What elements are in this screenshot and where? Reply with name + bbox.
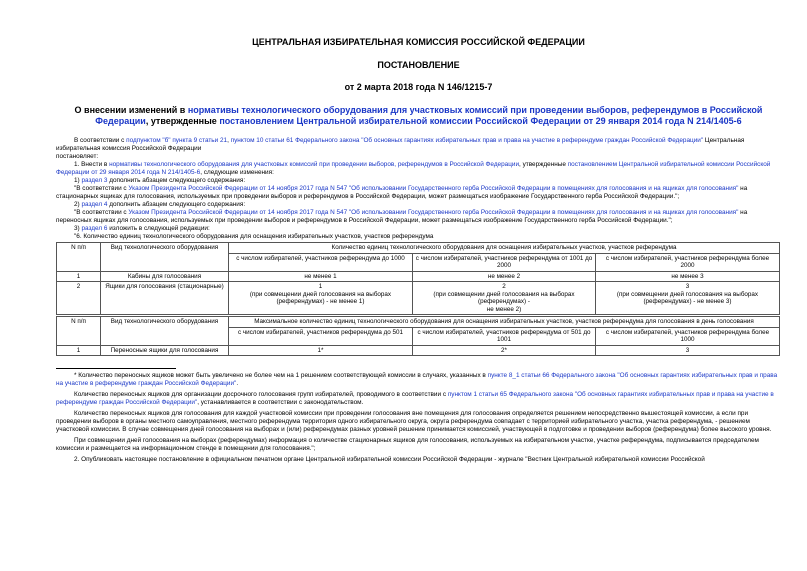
- sub-col: с числом избирателей, участников референдума до 1000: [229, 253, 413, 271]
- link-section-4[interactable]: раздел 4: [81, 201, 108, 208]
- table-row: 1 Переносные ящики для голосования 1* 2* 3: [57, 345, 780, 356]
- item-1: 1. Внести в нормативы технологического оборудования для участковых комиссий при проведении выборов, референдумов в Российской Федерации, утвержденные постановлением Центральной избирательной комиссии Российской Федерации от 29 января 2014 года N 214/1405-6, следующие изменения:: [56, 161, 771, 176]
- col-group: Максимальное количество единиц технологического оборудования для оснащения избирательных участков, участков референдума для голосования в день голосования: [229, 317, 780, 328]
- doc-title: О внесении изменений в нормативы технологического оборудования для участковых комиссий при проведении выборов, референдумов в Российской Федерации, утвержденные постановлением Центральной избирательной комиссии Российской Федерации от 29 января 2014 года N 214/1405-6: [74, 105, 763, 126]
- footnote: * Количество переносных ящиков может быть увеличено не более чем на 1 решением соответствующей комиссии в случаях, указанных в пункте 8_1 статьи 66 Федерального закона "Об основных гарантиях избирательных прав и права на участие в референдуме граждан Российской Федерации".: [56, 372, 778, 387]
- doc-type: ПОСТАНОВЛЕНИЕ: [377, 60, 460, 70]
- sub-col: с числом избирателей, участников референдума от 1001 до 2000: [413, 253, 596, 271]
- title-link-resolution[interactable]: постановлением Центральной избирательной комиссии Российской Федерации от 29 января 2014 года N 214/1405-6: [219, 116, 742, 126]
- sub-item-2: 2) раздел 4 дополнить абзацем следующего содержания:: [74, 201, 246, 208]
- para-publish: 2. Опубликовать настоящее постановление в официальном печатном органе Центральной избирательной комиссии Российской Федерации - журнале "Вестник Центральной избирательной комиссии Российской: [74, 456, 705, 463]
- table-row: 2 Ящики для голосования (стационарные) 1 (при совмещении дней голосования на выборах (референдумах) - не менее 1) 2 (при совмещении дней голосования на выборах (референдумах) - не менее 2) 3 (при совмещении дней голосования на выборах (референдумах) - не менее 3): [57, 282, 780, 315]
- table-row: 1 Кабины для голосования не менее 1 не менее 2 не менее 3: [57, 271, 780, 282]
- footnote-divider: [56, 368, 176, 369]
- link-section-3[interactable]: раздел 3: [81, 177, 108, 184]
- section-6-heading: "6. Количество единиц технологического оборудования для оснащения избирательных участков, участков референдума: [74, 233, 434, 240]
- title-link-norms[interactable]: нормативы технологического оборудования для участковых комиссий при проведении выборов, референдумов в Российской Федерации: [95, 105, 763, 126]
- doc-date-number: от 2 марта 2018 года N 146/1215-7: [344, 82, 493, 92]
- intro-paragraph: В соответствии с подпунктом "б" пункта 9 статьи 21, пунктом 10 статьи 61 Федерального закона "Об основных гарантиях избирательных прав и права на участие в референдуме граждан Российской Федерации" Центральная избирательная комиссия Российской Федерации: [56, 137, 745, 152]
- sub-item-1-quote: "В соответствии с Указом Президента Российской Федерации от 14 ноября 2017 года N 547 "Об использовании Государственного герба Российской Федерации в помещениях для голосования и на ящиках для голосования" на стационарных ящиках для голосования, используемых при проведении выборов и референдумов в Российской Федерации, может размещаться изображение Государственного герба Российской Федерации.";: [56, 185, 748, 200]
- sub-item-3: 3) раздел 6 изложить в следующей редакции:: [74, 225, 210, 232]
- link-section-6[interactable]: раздел 6: [81, 225, 108, 232]
- doc-body: [56, 137, 781, 464]
- sub-col: с числом избирателей, участников референдума более 2000: [596, 253, 780, 271]
- link-decree-547[interactable]: Указом Президента Российской Федерации от 14 ноября 2017 года N 547 "Об использовании Государственного герба Российской Федерации в помещениях для голосования и на ящиках для голосования": [128, 185, 739, 192]
- col-type: Вид технологического оборудования: [101, 317, 229, 346]
- portable-boxes-table: [56, 316, 780, 356]
- link-article-65[interactable]: пунктом 1 статьи 65 Федерального закона "Об основных гарантиях избирательных прав и права на участие в референдуме граждан Российской Федерации": [56, 391, 774, 406]
- sub-col: с числом избирателей, участников референдума до 501: [229, 327, 413, 345]
- equipment-table: [56, 242, 780, 315]
- link-article-66[interactable]: пункте 8_1 статьи 66 Федерального закона "Об основных гарантиях избирательных прав и права на участие в референдуме граждан Российской Федерации": [56, 372, 778, 387]
- para-early-voting: Количество переносных ящиков для организации досрочного голосования групп избирателей, проводимого в соответствии с пунктом 1 статьи 65 Федерального закона "Об основных гарантиях избирательных прав и права на участие в референдуме граждан Российской Федерации", устанавливается в соответствии с законодательством.: [56, 391, 774, 406]
- sub-item-1: 1) раздел 3 дополнить абзацем следующего содержания:: [74, 177, 246, 184]
- para-box-count: Количество переносных ящиков для голосования для каждой участковой комиссии при проведении голосования вне помещения для голосования определяется решением непосредственно вышестоящей комиссии, а если при проведении выборов в органы местного самоуправления, местного референдума территория одного избирательного округа, округа референдума совпадает с территорией избирательного участка, участка референдума, - решением участковой комиссии. В случае совмещения дней голосования на выборах и (или) референдумах разных уровней решение принимается комиссией, участвующей в подготовке и проведении выборов (референдума) более высокого уровня.: [56, 410, 772, 433]
- org-name: ЦЕНТРАЛЬНАЯ ИЗБИРАТЕЛЬНАЯ КОМИССИЯ РОССИЙСКОЙ ФЕДЕРАЦИИ: [252, 37, 585, 47]
- resolves-text: постановляет:: [56, 153, 99, 160]
- link-norms[interactable]: нормативы технологического оборудования для участковых комиссий при проведении выборов, референдумов в Российской Федерации: [109, 161, 520, 168]
- link-decree-547-b[interactable]: Указом Президента Российской Федерации от 14 ноября 2017 года N 547 "Об использовании Государственного герба Российской Федерации в помещениях для голосования и на ящиках для голосования": [128, 209, 739, 216]
- sub-col: с числом избирателей, участников референдума от 501 до 1001: [413, 327, 596, 345]
- para-combined-voting: При совмещении дней голосования на выборах (референдумах) информация о количестве стационарных ящиков для голосования, используемых на избирательном участке, участке референдума, подписывается председателем комиссии и размещается на информационном стенде в помещении для голосования.";: [56, 437, 759, 452]
- link-subparagraph-b[interactable]: подпунктом "б" пункта 9 статьи 21: [126, 137, 228, 144]
- col-num: N п/п: [57, 317, 101, 346]
- col-num: N п/п: [57, 243, 101, 272]
- col-group: Количество единиц технологического оборудования для оснащения избирательных участков, участков референдума: [229, 243, 780, 254]
- link-federal-law[interactable]: пунктом 10 статьи 61 Федерального закона "Об основных гарантиях избирательных прав и права на участие в референдуме граждан Российской Федерации": [230, 137, 704, 144]
- sub-col: с числом избирателей, участников референдума более 1000: [596, 327, 780, 345]
- link-resolution[interactable]: постановлением Центральной избирательной комиссии Российской Федерации от 29 января 2014 года N 214/1405-6: [56, 161, 771, 176]
- col-type: Вид технологического оборудования: [101, 243, 229, 272]
- sub-item-2-quote: "В соответствии с Указом Президента Российской Федерации от 14 ноября 2017 года N 547 "Об использовании Государственного герба Российской Федерации в помещениях для голосования и на ящиках для голосования" на переносных ящиках для голосования, используемых при проведении выборов и референдумов в Российской Федерации, может размещаться изображение Государственного герба Российской Федерации.";: [56, 209, 748, 224]
